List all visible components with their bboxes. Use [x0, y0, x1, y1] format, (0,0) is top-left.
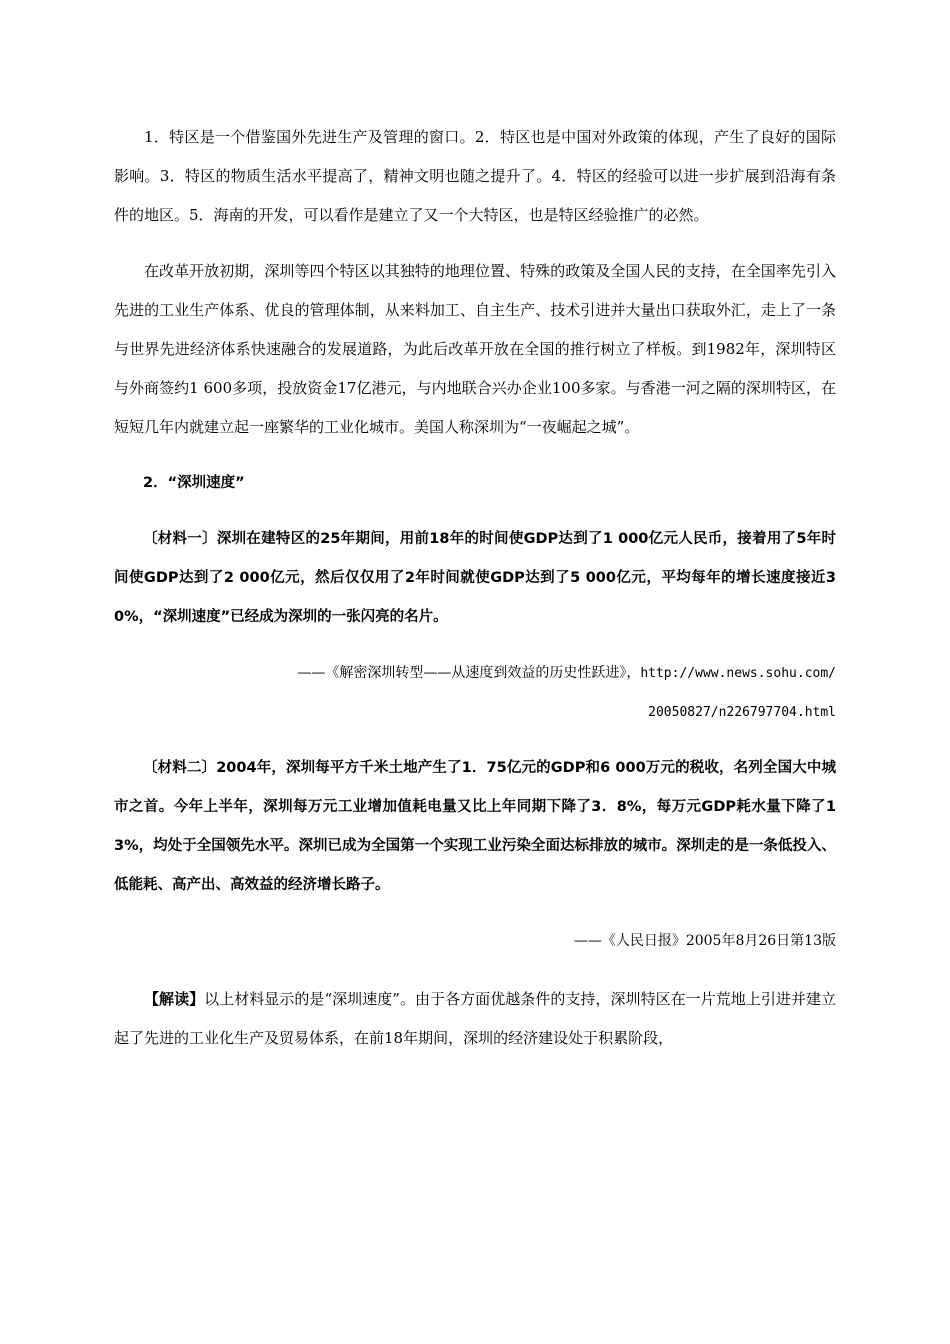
source-one-url-continued: 20050827/n226797704.html — [648, 705, 836, 720]
section-heading: 2．“深圳速度” — [143, 475, 245, 491]
spacer — [114, 637, 836, 654]
material-two: 〔材料二〕2004年，深圳每平方千米土地产生了1．75亿元的GDP和6 000万元的税收，名列全国大中城市之首。今年上半年，深圳每万元工业增加值耗电量又比上年同期下降了3．8%，每万元GDP耗水量下降了13%，均处于全国领先水平。深圳已成为全国第一个实现工业污染全面达标排放的城市。深圳走的是一条低投入、低能耗、高产出、高效益的经济增长路子。 — [114, 760, 836, 893]
paragraph-early-reform: 在改革开放初期，深圳等四个特区以其独特的地理位置、特殊的政策及全国人民的支持，在全国率先引入先进的工业生产体系、优良的管理体制，从来料加工、自主生产、技术引进并大量出口获取外汇，走上了一条与世界先进经济体系快速融合的发展道路，为此后改革开放在全国的推行树立了样板。到1982年，深圳特区与外商签约1 600多项，投放资金17亿港元，与内地联合兴办企业100多家。与香港一河之隔的深圳特区，在短短几年内就建立起一座繁华的工业化城市。美国人称深圳为“一夜崛起之城”。 — [114, 262, 836, 436]
paragraph-significance-list: 1．特区是一个借鉴国外先进生产及管理的窗口。2．特区也是中国对外政策的体现，产生了良好的国际影响。3．特区的物质生活水平提高了，精神文明也随之提升了。4．特区的经验可以进一步扩展到沿海有条件的地区。5．海南的开发，可以看作是建立了又一个大特区，也是特区经验推广的必然。 — [114, 128, 836, 224]
source-citation-one — [114, 654, 836, 693]
spacer — [114, 732, 836, 749]
source-citation-two: ——《人民日报》2005年8月26日第13版 — [573, 933, 836, 949]
document-body — [114, 118, 836, 1058]
spacer — [114, 447, 836, 464]
spacer — [114, 235, 836, 252]
interpretation-text: 以上材料显示的是“深圳速度”。由于各方面优越条件的支持，深圳特区在一片荒地上引进并建立起了先进的工业化生产及贸易体系，在前18年期间，深圳的经济建设处于积累阶段， — [114, 990, 836, 1047]
spacer — [114, 503, 836, 520]
material-one: 〔材料一〕深圳在建特区的25年期间，用前18年的时间使GDP达到了1 000亿元人民币，接着用了5年时间使GDP达到了2 000亿元，然后仅仅用了2年时间就使GDP达到了5 000亿元，平均每年的增长速度接近30%，“深圳速度”已经成为深圳的一张闪亮的名片。 — [114, 531, 836, 625]
source-one-title: ——《解密深圳转型——从速度到效益的历史性跃进》， — [297, 665, 641, 681]
interpretation-label: 【解读】 — [144, 990, 205, 1008]
spacer — [114, 961, 836, 980]
interpretation-paragraph — [114, 980, 836, 1058]
spacer — [114, 905, 836, 922]
source-citation-one-continued — [114, 693, 836, 732]
source-one-url: http://www.news.sohu.com/ — [640, 666, 836, 681]
